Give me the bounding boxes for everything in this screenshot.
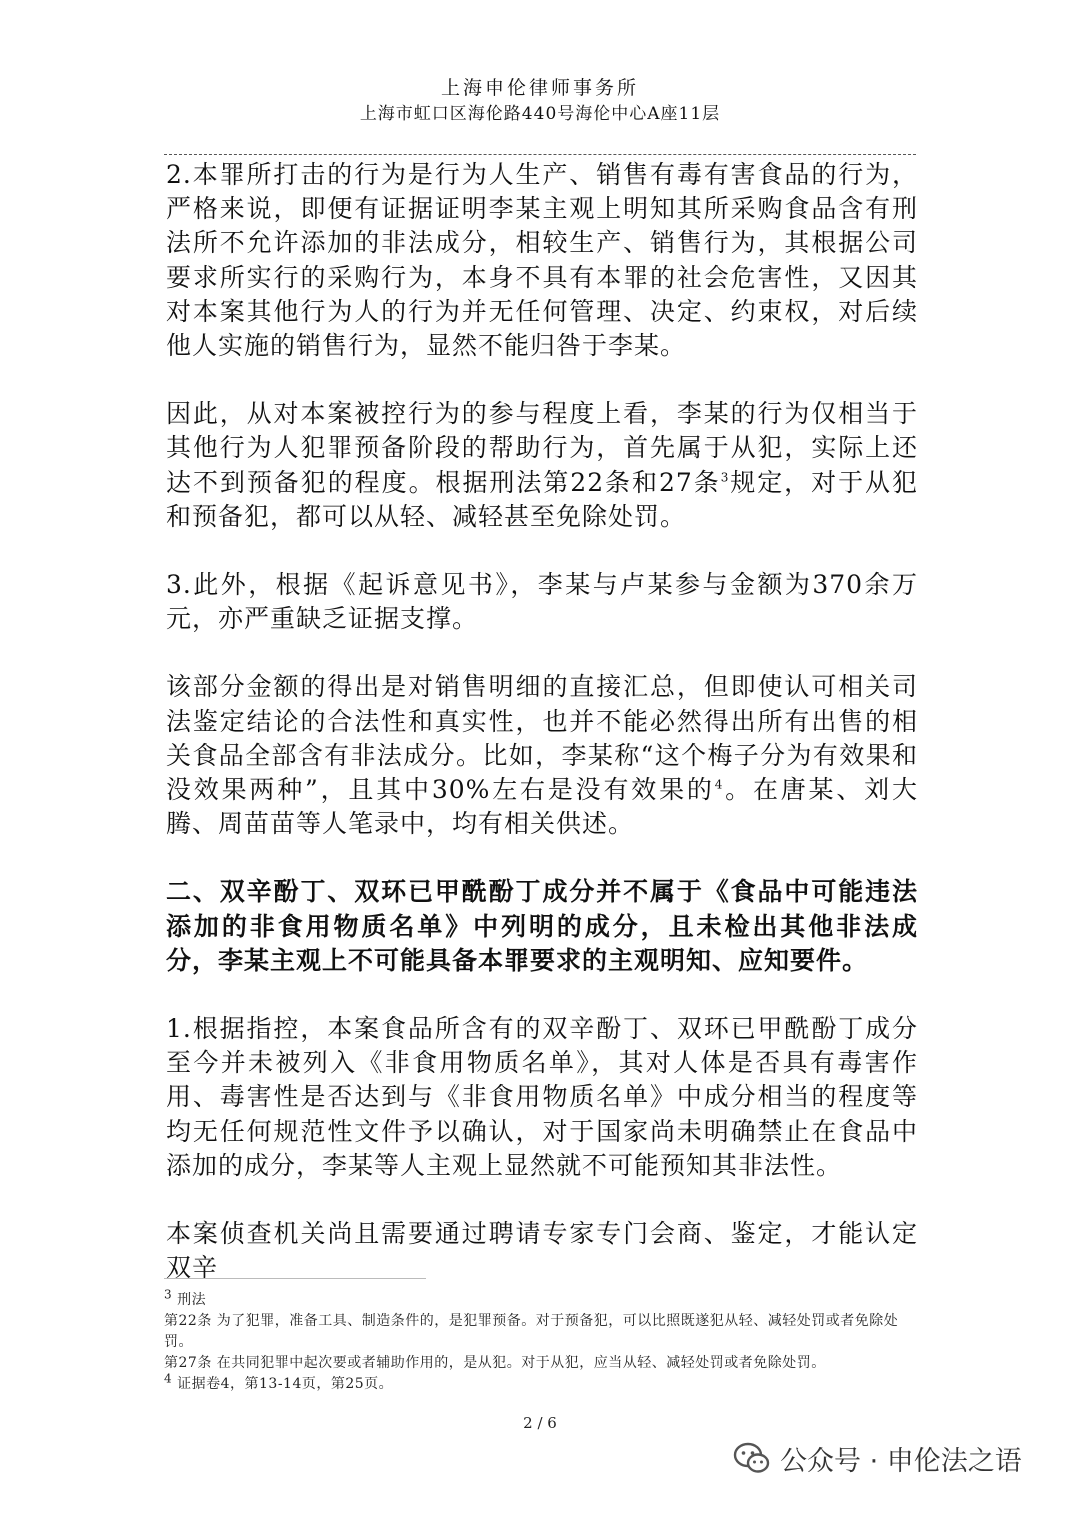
paragraph-2 <box>166 397 918 534</box>
paragraph-4-text-a: 该部分金额的得出是对销售明细的直接汇总，但即使认可相关司法鉴定结论的合法性和真实性，也并不能必然得出所有出售的相关食品全部含有非法成分。比如，李某称“这个梅子分为有效果和没效果两种”，且其中30%左右是没有效果的 <box>166 672 918 805</box>
paragraph-4-text-b: 。在唐某、刘大腾、周苗苗等人笔录中，均有相关供述。 <box>166 775 918 839</box>
paragraph-1: 2.本罪所打击的行为是行为人生产、销售有毒有害食品的行为，严格来说，即便有证据证明李某主观上明知其所采购食品含有刑法所不允许添加的非法成分，相较生产、销售行为，其根据公司要求所实行的采购行为，本身不具有本罪的社会危害性，又因其对本案其他行为人的行为并无任何管理、决定、约束权，对后续他人实施的销售行为，显然不能归咎于李某。 <box>166 160 918 361</box>
footnote-3-line-1: 第22条 为了犯罪，准备工具、制造条件的，是犯罪预备。对于预备犯，可以比照既遂犯从轻、减轻处罚或者免除处罚。 <box>164 1313 899 1350</box>
footnotes <box>164 1287 920 1395</box>
firm-name: 上海申伦律师事务所 <box>440 77 639 99</box>
footnote-3-title <box>164 1287 920 1311</box>
wechat-icon <box>732 1438 772 1478</box>
footnote-4-text: 证据卷4，第13-14页，第25页。 <box>177 1376 394 1392</box>
footnote-ref-3[interactable]: 3 <box>720 470 730 485</box>
footnote-divider <box>164 1278 426 1279</box>
header-divider <box>164 154 916 155</box>
paragraph-5: 1.根据指控，本案食品所含有的双辛酚丁、双环已甲酰酚丁成分至今并未被列入《非食用物质名单》，其对人体是否具有毒害作用、毒害性是否达到与《非食用物质名单》中成分相当的程度等均无任何规范性文件予以确认，对于国家尚未明确禁止在食品中添加的成分，李某等人主观上显然就不可能预知其非法性。 <box>166 1014 918 1180</box>
watermark-text: 公众号 · 申伦法之语 <box>780 1445 1022 1477</box>
footnote-4-mark: 4 <box>164 1371 173 1386</box>
page-header <box>0 76 1080 126</box>
page-number: 2 / 6 <box>523 1414 557 1432</box>
paragraph-3: 3.此外，根据《起诉意见书》，李某与卢某参与金额为370余万元，亦严重缺乏证据支撑。 <box>166 570 918 634</box>
footnote-3-title-text: 刑法 <box>177 1292 207 1308</box>
footnote-3-line-2: 第27条 在共同犯罪中起次要或者辅助作用的，是从犯。对于从犯，应当从轻、减轻处罚或者免除处罚。 <box>164 1355 826 1371</box>
paragraph-4 <box>166 670 918 841</box>
paragraph-2-text-b: 规定，对于从犯和预备犯，都可以从轻、减轻甚至免除处罚。 <box>166 467 918 531</box>
firm-address: 上海市虹口区海伦路440号海伦中心A座11层 <box>359 104 721 124</box>
footnote-ref-4[interactable]: 4 <box>714 777 724 792</box>
wechat-watermark <box>732 1430 1022 1486</box>
section-heading-2: 二、双辛酚丁、双环已甲酰酚丁成分并不属于《食品中可能违法添加的非食用物质名单》中列明的成分，且未检出其他非法成分，李某主观上不可能具备本罪要求的主观明知、应知要件。 <box>166 877 918 975</box>
paragraph-6: 本案侦查机关尚且需要通过聘请专家专门会商、鉴定，才能认定双辛 <box>166 1219 918 1283</box>
footnote-3-mark: 3 <box>164 1287 173 1302</box>
document-body <box>166 158 918 1285</box>
footnote-4 <box>164 1371 920 1395</box>
paragraph-2-text-a: 因此，从对本案被控行为的参与程度上看，李某的行为仅相当于其他行为人犯罪预备阶段的帮助行为，首先属于从犯，实际上还达不到预备犯的程度。根据刑法第22条和27条 <box>166 399 918 497</box>
